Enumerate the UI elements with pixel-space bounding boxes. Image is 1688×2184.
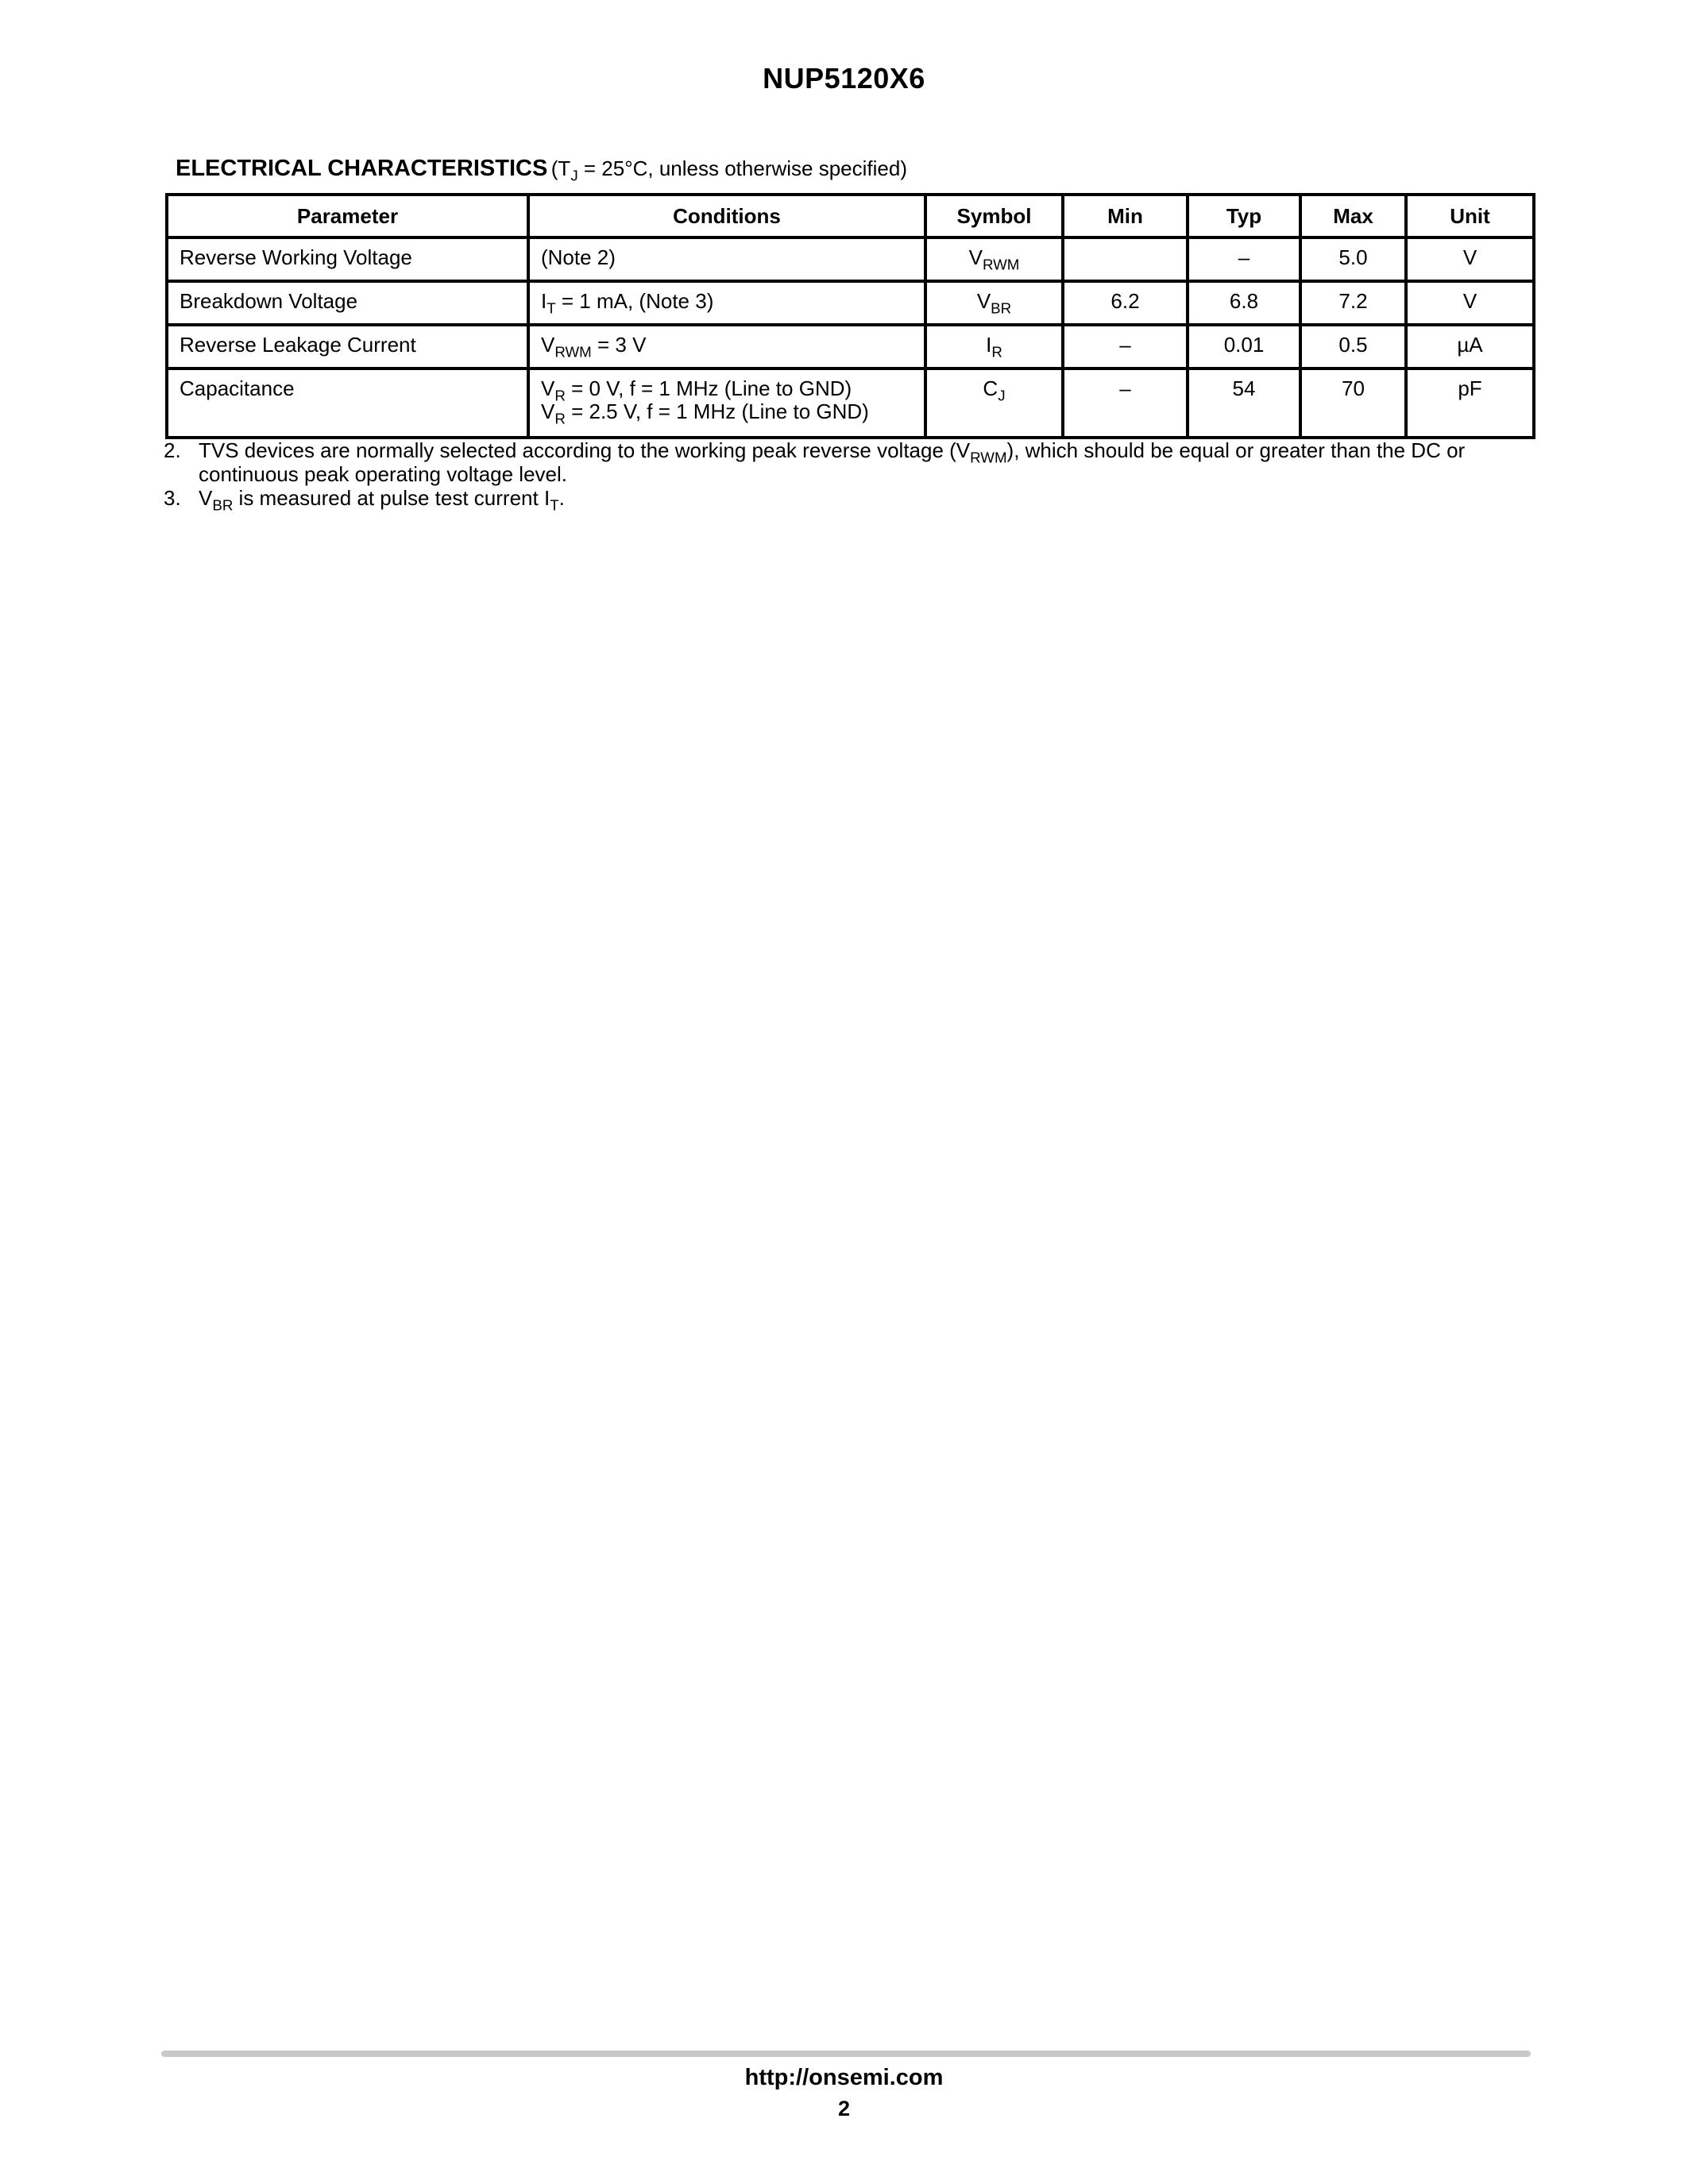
footnote-subscript: T [550, 496, 559, 514]
condition-subscript: R [554, 387, 566, 404]
footnote-text-middle: is measured at pulse test current I [233, 486, 550, 510]
condition-subscript: T [547, 299, 556, 317]
cell-conditions [528, 281, 925, 325]
cell-symbol [925, 281, 1063, 325]
page-number: 2 [837, 2097, 851, 2120]
cell-symbol [925, 369, 1063, 438]
table-row [167, 281, 1534, 325]
condition-subscript: RWM [554, 343, 592, 361]
condition-rest: = 3 V [591, 333, 647, 357]
condition-prefix: (T [550, 156, 571, 180]
column-header-parameter: Parameter [167, 195, 528, 237]
condition-main: V [541, 399, 555, 423]
condition-line [541, 399, 913, 427]
condition-main: V [541, 333, 555, 357]
footnote-text-after: ), which should be equal or greater than the DC or continuous peak operating voltage level. [199, 438, 1466, 486]
cell-unit: pF [1406, 369, 1534, 438]
cell-conditions [528, 325, 925, 369]
table-row [167, 325, 1534, 369]
cell-typ: 54 [1188, 369, 1300, 438]
cell-unit: V [1406, 237, 1534, 281]
section-heading-title: ELECTRICAL CHARACTERISTICS [176, 156, 548, 181]
condition-main: I [541, 289, 547, 313]
condition-main: V [541, 376, 555, 400]
condition-rest: = 1 mA, (Note 3) [555, 289, 714, 313]
footer-divider [161, 2051, 1531, 2057]
symbol-subscript: BR [991, 299, 1012, 317]
footer-url-link[interactable]: http://onsemi.com [744, 2065, 944, 2090]
cell-unit: µA [1406, 325, 1534, 369]
symbol-main: C [983, 376, 999, 400]
footnote-text-after: . [558, 486, 565, 510]
cell-max: 7.2 [1300, 281, 1406, 325]
cell-typ: 6.8 [1188, 281, 1300, 325]
cell-min: 6.2 [1063, 281, 1188, 325]
footnote-text-before: V [199, 486, 213, 510]
cell-parameter: Breakdown Voltage [167, 281, 528, 325]
column-header-min: Min [1063, 195, 1188, 237]
symbol-main: V [976, 289, 991, 313]
condition-suffix: = 25°C, unless otherwise specified) [577, 156, 907, 180]
footnote-2 [164, 438, 1533, 486]
cell-min: – [1063, 325, 1188, 369]
cell-parameter: Reverse Leakage Current [167, 325, 528, 369]
symbol-subscript: J [998, 387, 1006, 404]
condition-text: (Note 2) [541, 245, 616, 269]
cell-typ: – [1188, 237, 1300, 281]
column-header-symbol: Symbol [925, 195, 1063, 237]
cell-max: 5.0 [1300, 237, 1406, 281]
column-header-unit: Unit [1406, 195, 1534, 237]
footnote-text [199, 438, 1533, 486]
table-row [167, 369, 1534, 438]
footnote-subscript: RWM [970, 449, 1007, 466]
footnote-3 [164, 486, 1533, 514]
symbol-subscript: R [991, 343, 1002, 361]
column-header-typ: Typ [1188, 195, 1300, 237]
condition-rest: = 2.5 V, f = 1 MHz (Line to GND) [565, 399, 869, 423]
footnote-text [199, 486, 1533, 514]
condition-rest: = 0 V, f = 1 MHz (Line to GND) [565, 376, 852, 400]
cell-parameter: Reverse Working Voltage [167, 237, 528, 281]
cell-min [1063, 237, 1188, 281]
column-header-max: Max [1300, 195, 1406, 237]
section-heading-conditions [550, 156, 907, 184]
symbol-main: V [968, 245, 983, 269]
cell-parameter: Capacitance [167, 369, 528, 438]
table-row [167, 237, 1534, 281]
section-heading [176, 156, 907, 182]
cell-symbol [925, 325, 1063, 369]
symbol-main: I [986, 333, 992, 357]
cell-max: 70 [1300, 369, 1406, 438]
cell-symbol [925, 237, 1063, 281]
condition-subscript: R [554, 410, 566, 427]
cell-typ: 0.01 [1188, 325, 1300, 369]
footnote-text-before: TVS devices are normally selected according to the working peak reverse voltage (V [199, 438, 971, 462]
document-title: NUP5120X6 [763, 62, 925, 95]
electrical-characteristics-table [165, 193, 1535, 439]
cell-conditions [528, 369, 925, 438]
condition-subscript: J [570, 167, 578, 184]
footnote-number: 3. [164, 486, 181, 510]
cell-conditions [528, 237, 925, 281]
footnote-subscript: BR [212, 496, 234, 514]
condition-line [541, 376, 913, 404]
footnotes [164, 438, 1533, 514]
cell-unit: V [1406, 281, 1534, 325]
cell-max: 0.5 [1300, 325, 1406, 369]
symbol-subscript: RWM [982, 256, 1020, 273]
cell-min: – [1063, 369, 1188, 438]
table-header-row [167, 195, 1534, 237]
column-header-conditions: Conditions [528, 195, 925, 237]
footnote-number: 2. [164, 438, 181, 462]
